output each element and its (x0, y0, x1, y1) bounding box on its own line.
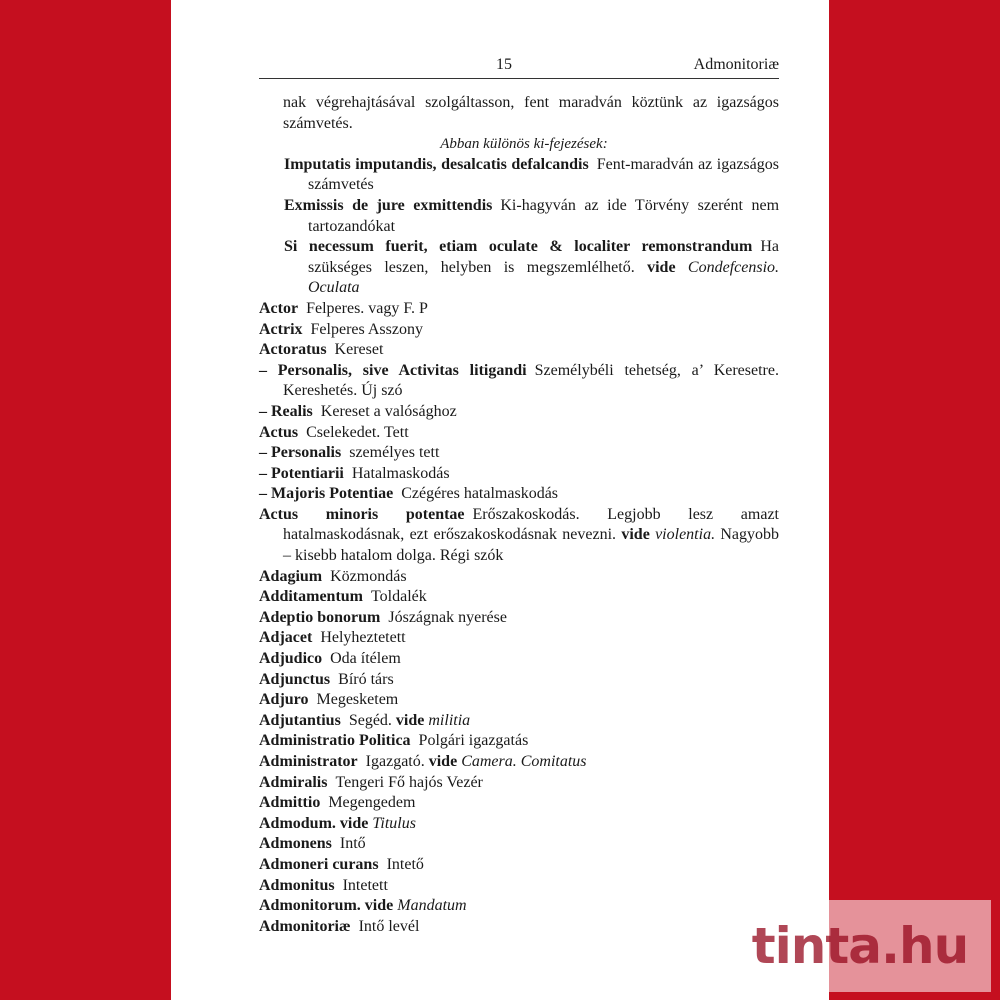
definition: Intő (339, 835, 366, 853)
headword: Administrator (259, 753, 358, 770)
headword: Adjuro (259, 691, 309, 709)
definition: Intető (386, 855, 424, 873)
header-rule (259, 78, 779, 79)
page-header (259, 56, 779, 76)
headword: Adjudico (259, 650, 323, 668)
definition: Igazgató. (365, 753, 425, 770)
dictionary-entry (259, 834, 779, 855)
headword: – Realis (259, 402, 313, 420)
headword: Admodum. (259, 814, 336, 832)
dictionary-entry (259, 752, 779, 773)
headword: – Majoris Potentiae (259, 485, 394, 503)
headword: Actus (259, 423, 299, 441)
definition: Hatalmaskodás (351, 464, 450, 482)
headword: Admonitus (259, 876, 335, 894)
definition: Jószágnak nyerése (388, 608, 507, 626)
book-page (171, 0, 829, 1000)
dictionary-entry (259, 690, 779, 711)
dictionary-entry (259, 567, 779, 588)
dictionary-entry (259, 711, 779, 732)
headword: Actor (259, 299, 299, 317)
headword: Actoratus (259, 341, 327, 359)
watermark-text: tinta.hu (751, 917, 969, 975)
dictionary-entry (259, 876, 779, 897)
cross-reference: Mandatum (397, 897, 467, 915)
definition: Ki-hagyván az ide Törvény szerént nem tartozandókat (308, 196, 780, 235)
cross-reference: militia (428, 711, 471, 729)
definition: Személybéli tehetség, a’ Keresetre. Kereshetés. Új szó (283, 361, 779, 400)
vide-label: vide (621, 526, 650, 544)
headword: Additamentum (259, 588, 364, 606)
page-number: 15 (496, 56, 512, 73)
dictionary-entry (259, 402, 779, 423)
vide-label: vide (395, 711, 425, 729)
expressions-list (259, 155, 779, 299)
expression-item (259, 196, 779, 237)
dictionary-entry (259, 320, 779, 341)
definition: Intő levél (358, 917, 420, 935)
dictionary-entry (259, 670, 779, 691)
dictionary-entry (259, 649, 779, 670)
headword: Adjutantius (259, 711, 341, 729)
headword: Exmissis de jure exmittendis (284, 196, 493, 214)
dictionary-entry (259, 340, 779, 361)
headword: – Personalis (259, 444, 342, 462)
definition: Toldalék (371, 588, 427, 606)
headword: Admoneri curans (259, 855, 379, 873)
dictionary-entry (259, 361, 779, 402)
definition: Polgári igazgatás (418, 732, 529, 750)
headword: Adjacet (259, 629, 313, 647)
cross-reference: Titulus (372, 814, 416, 832)
headword: Adjunctus (259, 670, 331, 688)
watermark-logo (729, 900, 991, 992)
dictionary-entry (259, 464, 779, 485)
definition: Segéd. (348, 711, 392, 729)
definition-continued: Nagyobb – kisebb hatalom dolga. Régi szók (283, 526, 779, 565)
definition: Megengedem (328, 794, 416, 812)
dictionary-entry (259, 628, 779, 649)
definition: személyes tett (349, 444, 440, 462)
definition: Intetett (342, 876, 388, 894)
expressions-note: Abban különös ki-fejezések: (440, 136, 608, 153)
definition: Oda ítélem (330, 650, 401, 668)
definition: Ha szükséges leszen, helyben is megszemlélhető. (308, 238, 779, 276)
cross-reference: Camera. Comitatus (461, 753, 587, 770)
dictionary-entry (259, 855, 779, 876)
headword: – Potentiarii (259, 464, 344, 482)
dictionary-entry (259, 587, 779, 608)
headword: Admonens (259, 835, 332, 853)
dictionary-entry (259, 773, 779, 794)
definition: Cselekedet. Tett (306, 423, 409, 441)
definition: Felperes Asszony (310, 320, 423, 338)
headword: Admonitoriæ (259, 917, 351, 935)
dictionary-entry (259, 299, 779, 320)
headword: Admonitorum. (259, 897, 361, 915)
definition: Fent-maradván az igazságos számvetés (308, 155, 779, 194)
cross-reference: Condefcensio. Oculata (308, 258, 780, 297)
headword: Imputatis imputandis, desalcatis defalcandis (284, 155, 589, 173)
headword: Actrix (259, 320, 303, 338)
continuation-text: nak végrehajtásával szolgáltasson, fent maradván köztünk az igazságos számvetés. (283, 94, 779, 132)
definition: Erőszakoskodás. Legjobb lesz amazt hatalmaskodásnak, ezt erőszakoskodásnak nevezni. (283, 505, 779, 544)
vide-label: vide (364, 897, 394, 915)
headword: Adagium (259, 567, 323, 585)
definition: Czégéres hatalmaskodás (401, 485, 559, 503)
dictionary-entry (259, 443, 779, 464)
dictionary-entry (259, 423, 779, 444)
headword: – Personalis, sive Activitas litigandi (259, 361, 527, 379)
running-head: Admonitoriæ (693, 56, 779, 73)
definition: Kereset a valósághoz (320, 402, 457, 420)
vide-label: vide (647, 258, 676, 276)
vide-label: vide (339, 814, 369, 832)
dictionary-text (259, 93, 779, 937)
expression-item (259, 155, 779, 196)
definition: Tengeri Fő hajós Vezér (335, 773, 483, 791)
definition: Felperes. vagy F. P (306, 299, 428, 317)
definition: Közmondás (330, 567, 407, 585)
headword: Admiralis (259, 773, 328, 791)
dictionary-entry (259, 731, 779, 752)
headword: Administratio Politica (259, 732, 411, 750)
dictionary-entry (259, 896, 779, 917)
definition: Kereset (334, 341, 384, 359)
cross-reference: violentia. (655, 526, 716, 544)
dictionary-entry (259, 608, 779, 629)
dictionary-entry (259, 793, 779, 814)
headword: Adeptio bonorum (259, 608, 381, 626)
definition: Helyheztetett (320, 629, 406, 647)
definition: Bíró társ (338, 670, 394, 688)
dictionary-entry (259, 505, 779, 567)
dictionary-entry (259, 814, 779, 835)
definition: Megesketem (316, 691, 399, 709)
expression-item (259, 237, 779, 299)
entries-list (259, 299, 779, 937)
dictionary-entry (259, 484, 779, 505)
headword: Admittio (259, 794, 321, 812)
vide-label: vide (428, 753, 458, 770)
headword: Si necessum fuerit, etiam oculate & localiter remonstrandum (284, 238, 753, 256)
headword: Actus minoris potentae (259, 505, 465, 523)
dictionary-entry (259, 917, 779, 938)
